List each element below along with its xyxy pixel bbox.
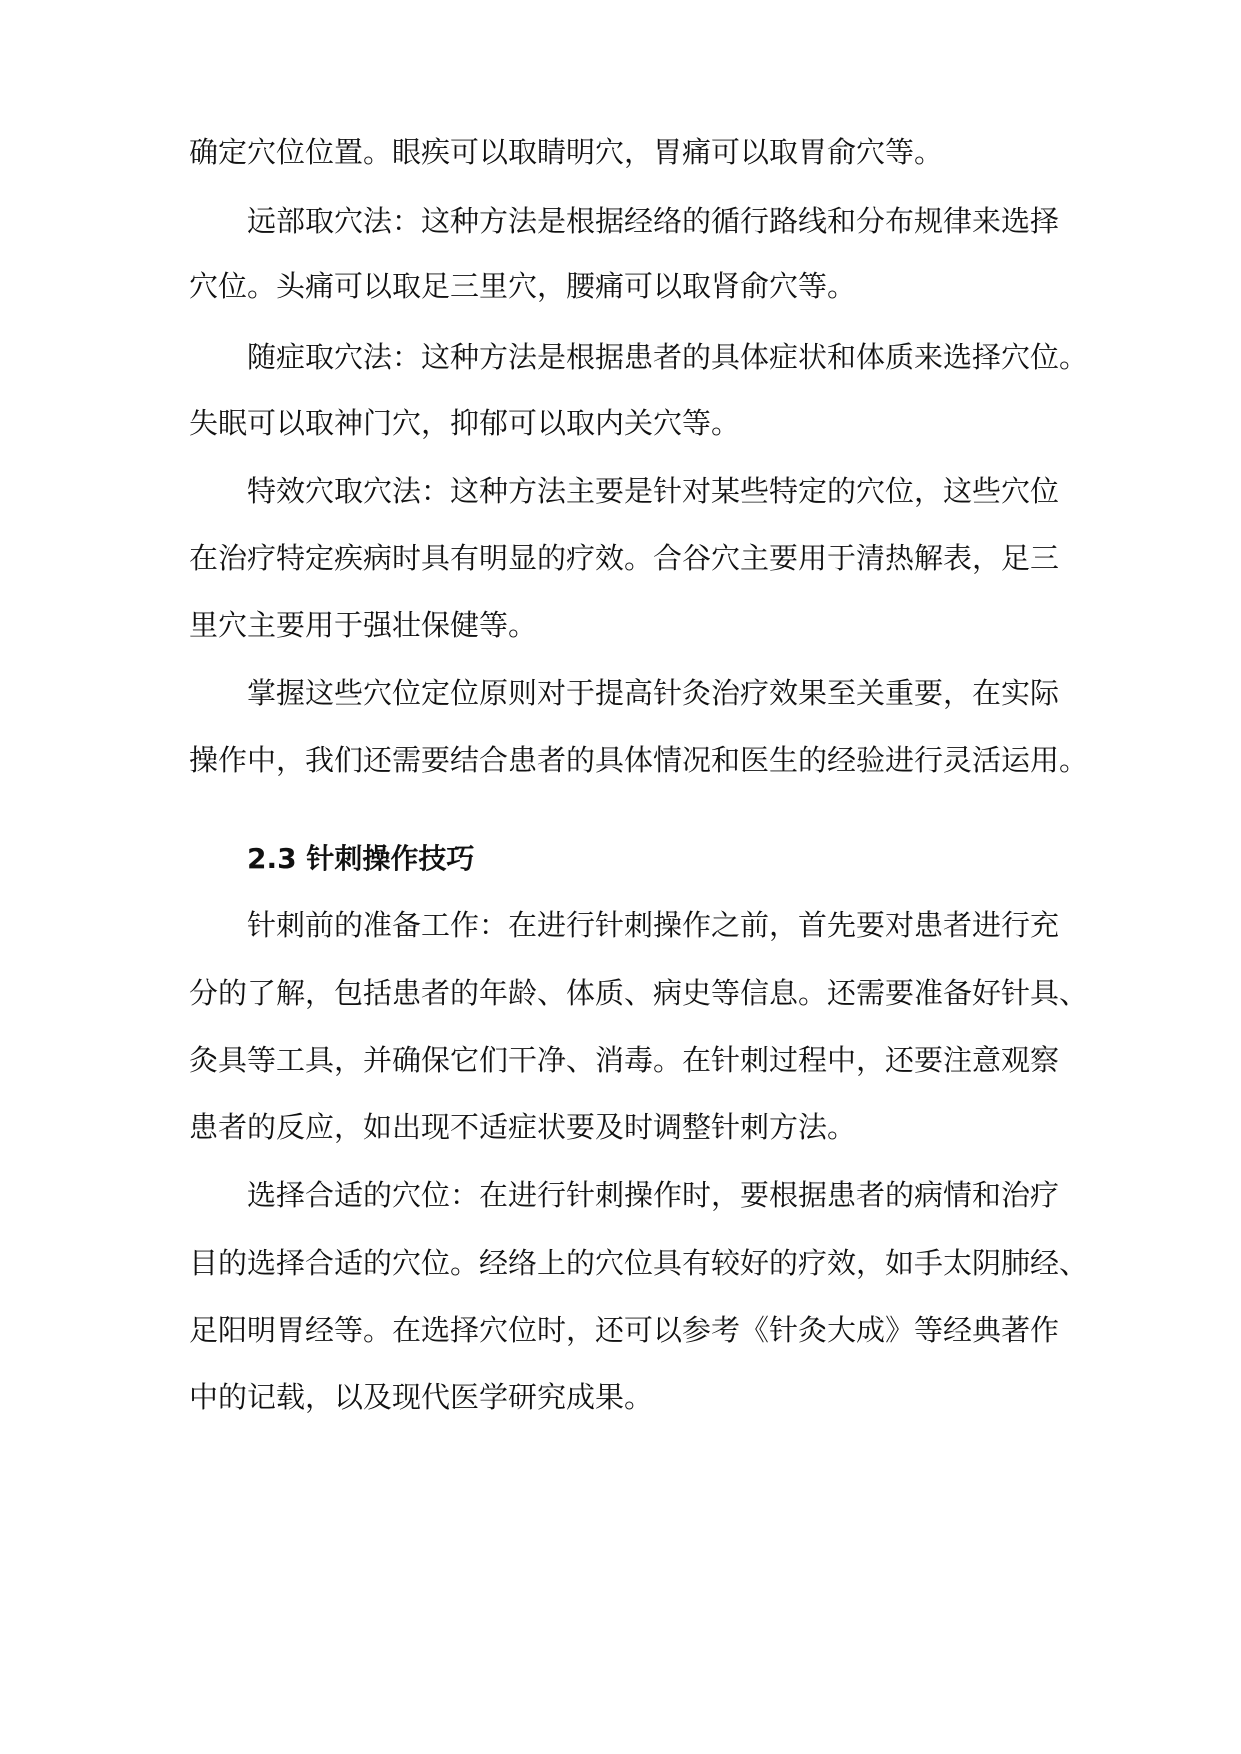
paragraph-start-line: 针刺前的准备工作：在进行针刺操作之前，首先要对患者进行充 [247, 908, 1060, 942]
text-line: 穴位。头痛可以取足三里穴，腰痛可以取肾俞穴等。 [189, 269, 857, 303]
paragraph-start-line: 掌握这些穴位定位原则对于提高针灸治疗效果至关重要，在实际 [247, 676, 1060, 710]
text-line: 操作中，我们还需要结合患者的具体情况和医生的经验进行灵活运用。 [189, 743, 1089, 777]
text-line: 中的记载，以及现代医学研究成果。 [189, 1380, 654, 1414]
paragraph-start-line: 远部取穴法：这种方法是根据经络的循行路线和分布规律来选择 [247, 204, 1060, 238]
paragraph-start-line: 随症取穴法：这种方法是根据患者的具体症状和体质来选择穴位。 [247, 340, 1089, 374]
text-line: 灸具等工具，并确保它们干净、消毒。在针刺过程中，还要注意观察 [189, 1043, 1060, 1077]
text-line: 在治疗特定疾病时具有明显的疗效。合谷穴主要用于清热解表，足三 [189, 541, 1060, 575]
text-line: 确定穴位位置。眼疾可以取睛明穴，胃痛可以取胃俞穴等。 [189, 135, 944, 169]
text-line: 失眠可以取神门穴，抑郁可以取内关穴等。 [189, 406, 741, 440]
text-line: 足阳明胃经等。在选择穴位时，还可以参考《针灸大成》等经典著作 [189, 1313, 1060, 1347]
text-line: 分的了解，包括患者的年龄、体质、病史等信息。还需要准备好针具、 [189, 976, 1089, 1010]
paragraph-start-line: 选择合适的穴位：在进行针刺操作时，要根据患者的病情和治疗 [247, 1178, 1060, 1212]
paragraph-start-line: 特效穴取穴法：这种方法主要是针对某些特定的穴位，这些穴位 [247, 474, 1060, 508]
section-heading: 2.3 针刺操作技巧 [247, 842, 475, 875]
text-line: 患者的反应，如出现不适症状要及时调整针刺方法。 [189, 1110, 857, 1144]
text-line: 目的选择合适的穴位。经络上的穴位具有较好的疗效，如手太阴肺经、 [189, 1246, 1089, 1280]
text-line: 里穴主要用于强壮保健等。 [189, 608, 538, 642]
